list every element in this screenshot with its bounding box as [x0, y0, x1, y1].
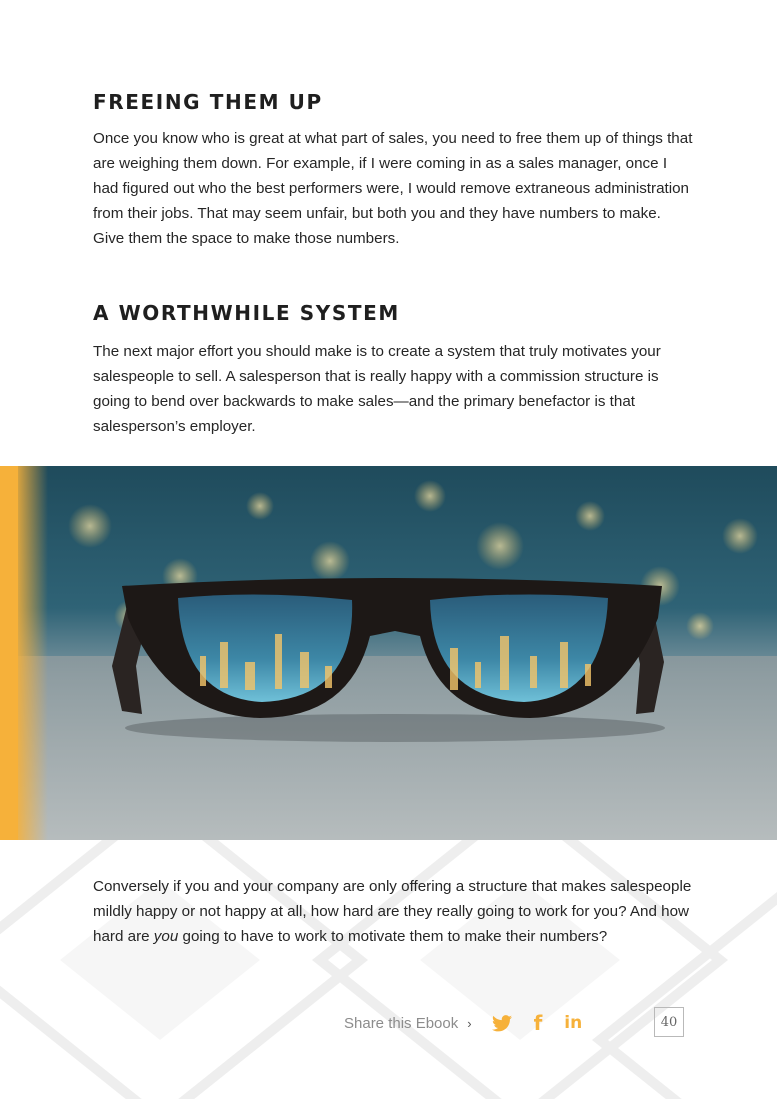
twitter-icon[interactable]: [492, 1015, 512, 1032]
section-body-freeing: Once you know who is great at what part of sales, you need to free them up of things that are weighing them down. For example, if I were coming in as a sales manager, once I had figured out who the best performers were, I would remove extraneous administration from their jobs. That may seem unfair, but both you and they have numbers to make. Give them the space to make those numbers.: [93, 130, 693, 247]
section-body-system: The next major effort you should make is to create a system that truly motivates your salespeople to sell. A salesperson that is really happy with a commission structure is going to bend over backwards to make sales—and the primary benefactor is that salesperson’s employer.: [93, 343, 661, 435]
facebook-icon[interactable]: f: [533, 1011, 543, 1035]
closing-text-start: Conversely if you and your company are only offering a structure that makes salespeople mildly happy or not happy at all, how hard are they really going to work for you? And how hard are: [93, 878, 692, 945]
glasses-city-photo: [0, 466, 777, 840]
share-bar: [344, 1010, 582, 1036]
closing-paragraph: [93, 874, 693, 949]
closing-emphasis: you: [153, 928, 179, 945]
chevron-right-icon: ›: [467, 1015, 472, 1031]
page-number: 40: [654, 1007, 684, 1037]
social-links: [492, 1013, 583, 1033]
share-label[interactable]: Share this Ebook: [344, 1014, 459, 1032]
accent-fade: [18, 466, 48, 840]
closing-text-end: going to have to work to motivate them to make their numbers?: [178, 928, 608, 945]
linkedin-icon[interactable]: in: [564, 1013, 583, 1033]
accent-bar: [0, 466, 18, 840]
photo-illustration: [0, 466, 777, 840]
section-heading-system: A WORTHWHILE SYSTEM: [93, 301, 400, 325]
section-heading-freeing: FREEING THEM UP: [93, 90, 323, 114]
